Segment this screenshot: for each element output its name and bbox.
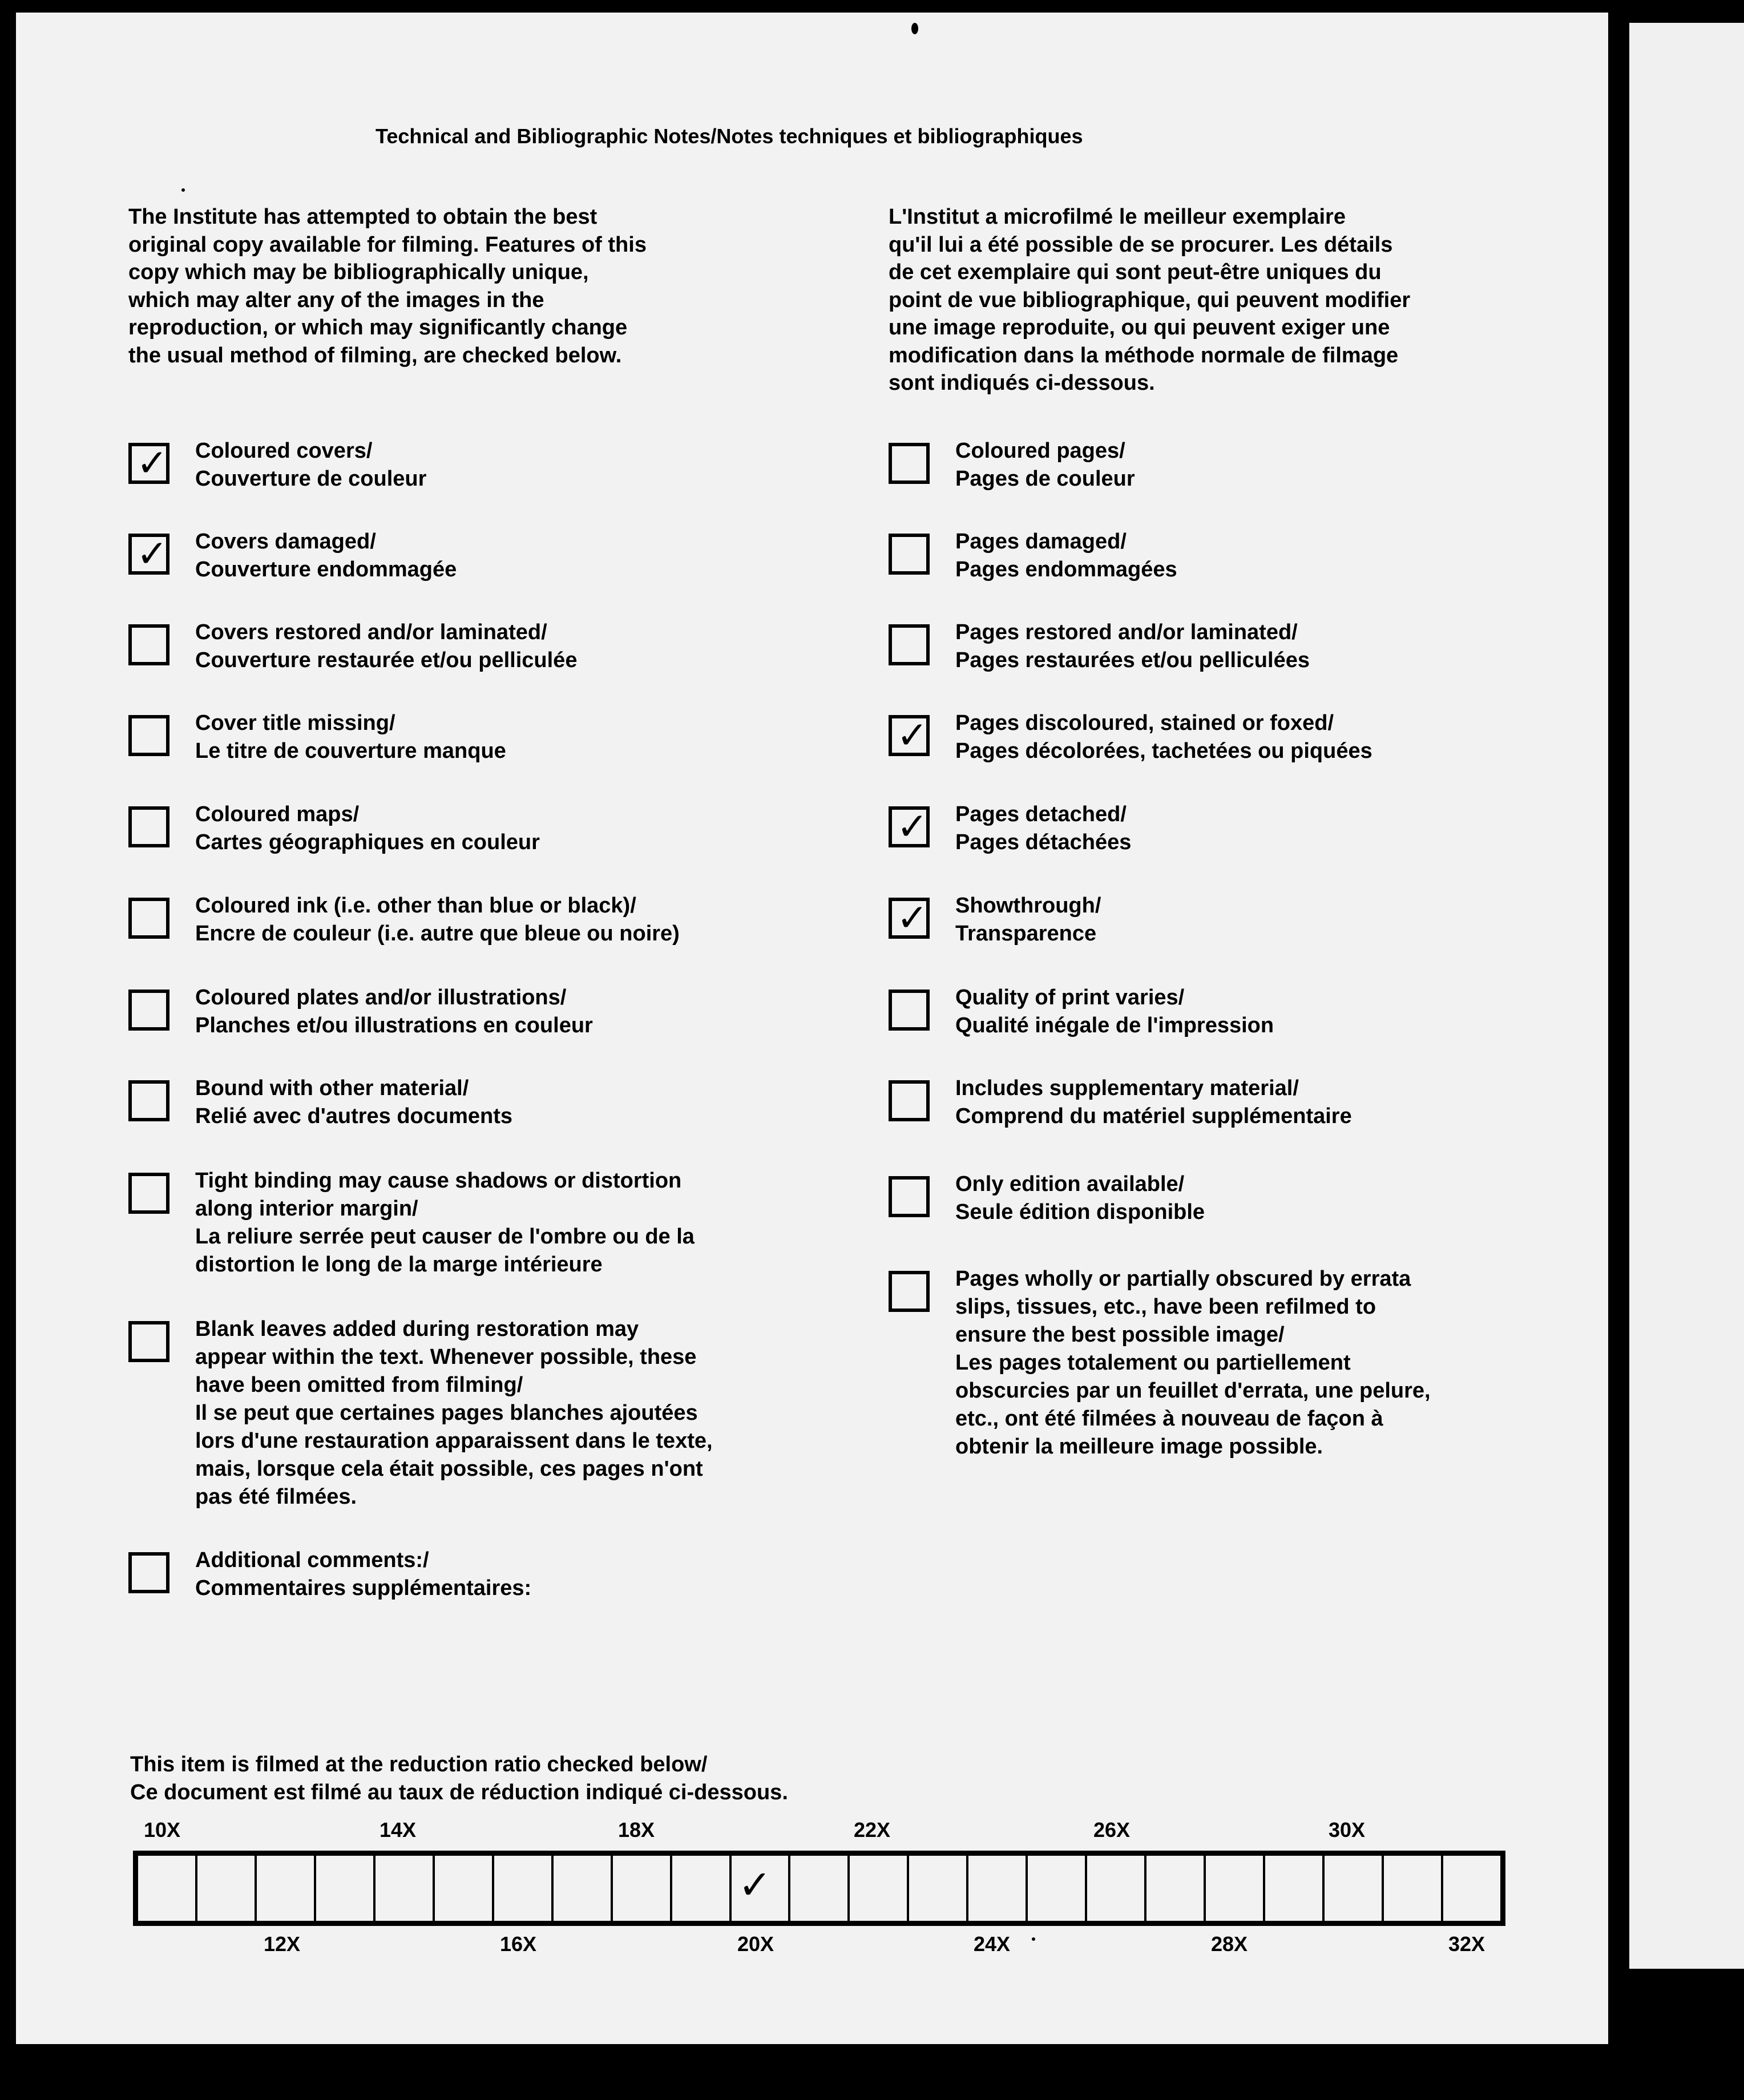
checkbox[interactable] — [889, 990, 930, 1031]
ratio-label: 28X — [1211, 1932, 1248, 1956]
reduction-cell[interactable] — [1206, 1856, 1265, 1921]
ratio-label: 10X — [144, 1818, 181, 1841]
checklist-label: Quality of print varies/ Qualité inégale de l'impression — [955, 986, 1274, 1037]
checklist-label: Pages discoloured, stained or foxed/ Pages décolorées, tachetées ou piquées — [955, 711, 1372, 763]
ratio-label: 14X — [380, 1818, 417, 1841]
checkbox[interactable] — [128, 990, 169, 1031]
reduction-ratio-text: This item is filmed at the reduction ratio checked below/ Ce document est filmé au taux de réduction indiqué ci-dessous. — [130, 1752, 788, 1804]
checkbox[interactable] — [889, 443, 930, 484]
checklist-label: Cover title missing/ Le titre de couverture manque — [195, 711, 506, 763]
check-mark-icon: ✓ — [897, 896, 928, 940]
checkbox[interactable] — [889, 1080, 930, 1121]
reduction-cell[interactable] — [554, 1856, 613, 1921]
checklist-label: Covers damaged/ Couverture endommagée — [195, 530, 457, 581]
reduction-cell[interactable] — [1325, 1856, 1384, 1921]
checklist-label: Coloured pages/ Pages de couleur — [955, 439, 1135, 491]
ratio-label: 16X — [500, 1932, 537, 1956]
check-mark-icon: ✓ — [897, 713, 928, 757]
reduction-cell[interactable] — [138, 1856, 197, 1921]
ratio-label: 24X — [974, 1932, 1011, 1956]
page-title: Technical and Bibliographic Notes/Notes techniques et bibliographiques — [376, 124, 1083, 148]
checkbox[interactable] — [128, 443, 169, 484]
checklist-label: Covers restored and/or laminated/ Couverture restaurée et/ou pelliculée — [195, 620, 578, 672]
reduction-cell[interactable] — [494, 1856, 554, 1921]
reduction-cell[interactable] — [850, 1856, 909, 1921]
checkbox[interactable] — [128, 1552, 169, 1593]
checklist-label: Coloured plates and/or illustrations/ Planches et/ou illustrations en couleur — [195, 986, 593, 1037]
reduction-cell[interactable] — [257, 1856, 316, 1921]
checkbox[interactable] — [128, 806, 169, 847]
checklist-label: Coloured covers/ Couverture de couleur — [195, 439, 427, 491]
checkbox[interactable] — [889, 806, 930, 847]
checklist-label: Only edition available/ Seule édition disponible — [955, 1172, 1205, 1224]
checklist-label: Includes supplementary material/ Comprend du matériel supplémentaire — [955, 1076, 1352, 1128]
ratio-label: 22X — [854, 1818, 891, 1841]
check-mark-icon: ✓ — [136, 441, 168, 485]
checklist-label: Pages restored and/or laminated/ Pages restaurées et/ou pelliculées — [955, 620, 1310, 672]
checklist-label: Pages wholly or partially obscured by errata slips, tissues, etc., have been refilmed to ensure the best possible image/ Les pages totalement ou partiellement obscurcies par un feuillet d'errata, une pelure, etc., ont été filmées à nouveau de façon à obtenir la meilleure image possible. — [955, 1267, 1431, 1459]
adjacent-page-edge — [1629, 23, 1744, 1969]
scan-speck — [1032, 1937, 1035, 1941]
checklist-label: Coloured ink (i.e. other than blue or black)/ Encre de couleur (i.e. autre que bleue ou noire) — [195, 894, 680, 946]
reduction-cell[interactable] — [316, 1856, 376, 1921]
ratio-label: 20X — [737, 1932, 774, 1956]
intro-english: The Institute has attempted to obtain the best original copy available for filming. Features of this copy which may be bibliographically unique, which may alter any of the images in the reproduction, or which may significantly change the usual method of filming, are checked below. — [128, 205, 647, 368]
reduction-cell[interactable] — [435, 1856, 494, 1921]
checkbox[interactable] — [128, 1080, 169, 1121]
checklist-label: Bound with other material/ Relié avec d'autres documents — [195, 1076, 513, 1128]
checklist-label: Blank leaves added during restoration may appear within the text. Whenever possible, these have been omitted from filming/ Il se peut que certaines pages blanches ajoutées lors d'une restauration apparaissent dans le texte, mais, lorsque cela était possible, ces pages n'ont pas été filmées. — [195, 1317, 713, 1509]
reduction-cell[interactable] — [968, 1856, 1028, 1921]
reduction-cell[interactable] — [909, 1856, 968, 1921]
checkbox[interactable] — [128, 624, 169, 665]
checkbox[interactable] — [889, 898, 930, 939]
checkbox[interactable] — [128, 1173, 169, 1214]
reduction-cell[interactable] — [672, 1856, 732, 1921]
check-mark-icon: ✓ — [897, 805, 928, 849]
scan-speck — [181, 188, 185, 192]
ratio-label: 12X — [264, 1932, 301, 1956]
checkbox[interactable] — [889, 624, 930, 665]
checklist-label: Pages damaged/ Pages endommagées — [955, 530, 1177, 581]
reduction-ratio-strip — [133, 1851, 1505, 1926]
ratio-label: 30X — [1329, 1818, 1366, 1841]
ratio-label: 32X — [1448, 1932, 1485, 1956]
reduction-cell[interactable] — [1265, 1856, 1325, 1921]
check-mark-icon: ✓ — [136, 532, 168, 576]
intro-french: L'Institut a microfilmé le meilleur exemplaire qu'il lui a été possible de se procurer. Les détails de cet exemplaire qui sont peut-être uniques du point de vue bibliographique, qui peuvent modifier une image reproduite, ou qui peuvent exiger une modification dans la méthode normale de filmage sont indiqués ci-dessous. — [889, 205, 1411, 395]
checkbox[interactable] — [889, 1176, 930, 1217]
reduction-cell[interactable] — [197, 1856, 257, 1921]
ratio-label: 18X — [618, 1818, 655, 1841]
checklist-label: Coloured maps/ Cartes géographiques en couleur — [195, 802, 540, 854]
checklist-label: Pages detached/ Pages détachées — [955, 802, 1132, 854]
ratio-label: 26X — [1093, 1818, 1131, 1841]
checklist-label: Tight binding may cause shadows or distortion along interior margin/ La reliure serrée peut causer de l'ombre ou de la distortion le long de la marge intérieure — [195, 1169, 695, 1277]
checkbox[interactable] — [128, 1321, 169, 1362]
reduction-cell[interactable] — [1087, 1856, 1146, 1921]
reduction-cell[interactable] — [376, 1856, 435, 1921]
checkbox[interactable] — [128, 898, 169, 939]
checklist-label: Showthrough/ Transparence — [955, 894, 1101, 946]
reduction-cell[interactable] — [1443, 1856, 1500, 1921]
checkbox[interactable] — [128, 715, 169, 756]
reduction-cell[interactable] — [790, 1856, 850, 1921]
checkbox[interactable] — [128, 534, 169, 575]
reduction-cell[interactable] — [1384, 1856, 1443, 1921]
checkbox[interactable] — [889, 534, 930, 575]
checklist-label: Additional comments:/ Commentaires supplémentaires: — [195, 1548, 532, 1600]
check-mark-icon: ✓ — [738, 1861, 772, 1908]
checkbox[interactable] — [889, 1271, 930, 1312]
scan-speck — [911, 23, 918, 34]
reduction-cell[interactable] — [1146, 1856, 1206, 1921]
reduction-cell[interactable] — [732, 1856, 791, 1921]
reduction-cell[interactable] — [1028, 1856, 1087, 1921]
checkbox[interactable] — [889, 715, 930, 756]
reduction-cell[interactable] — [613, 1856, 672, 1921]
